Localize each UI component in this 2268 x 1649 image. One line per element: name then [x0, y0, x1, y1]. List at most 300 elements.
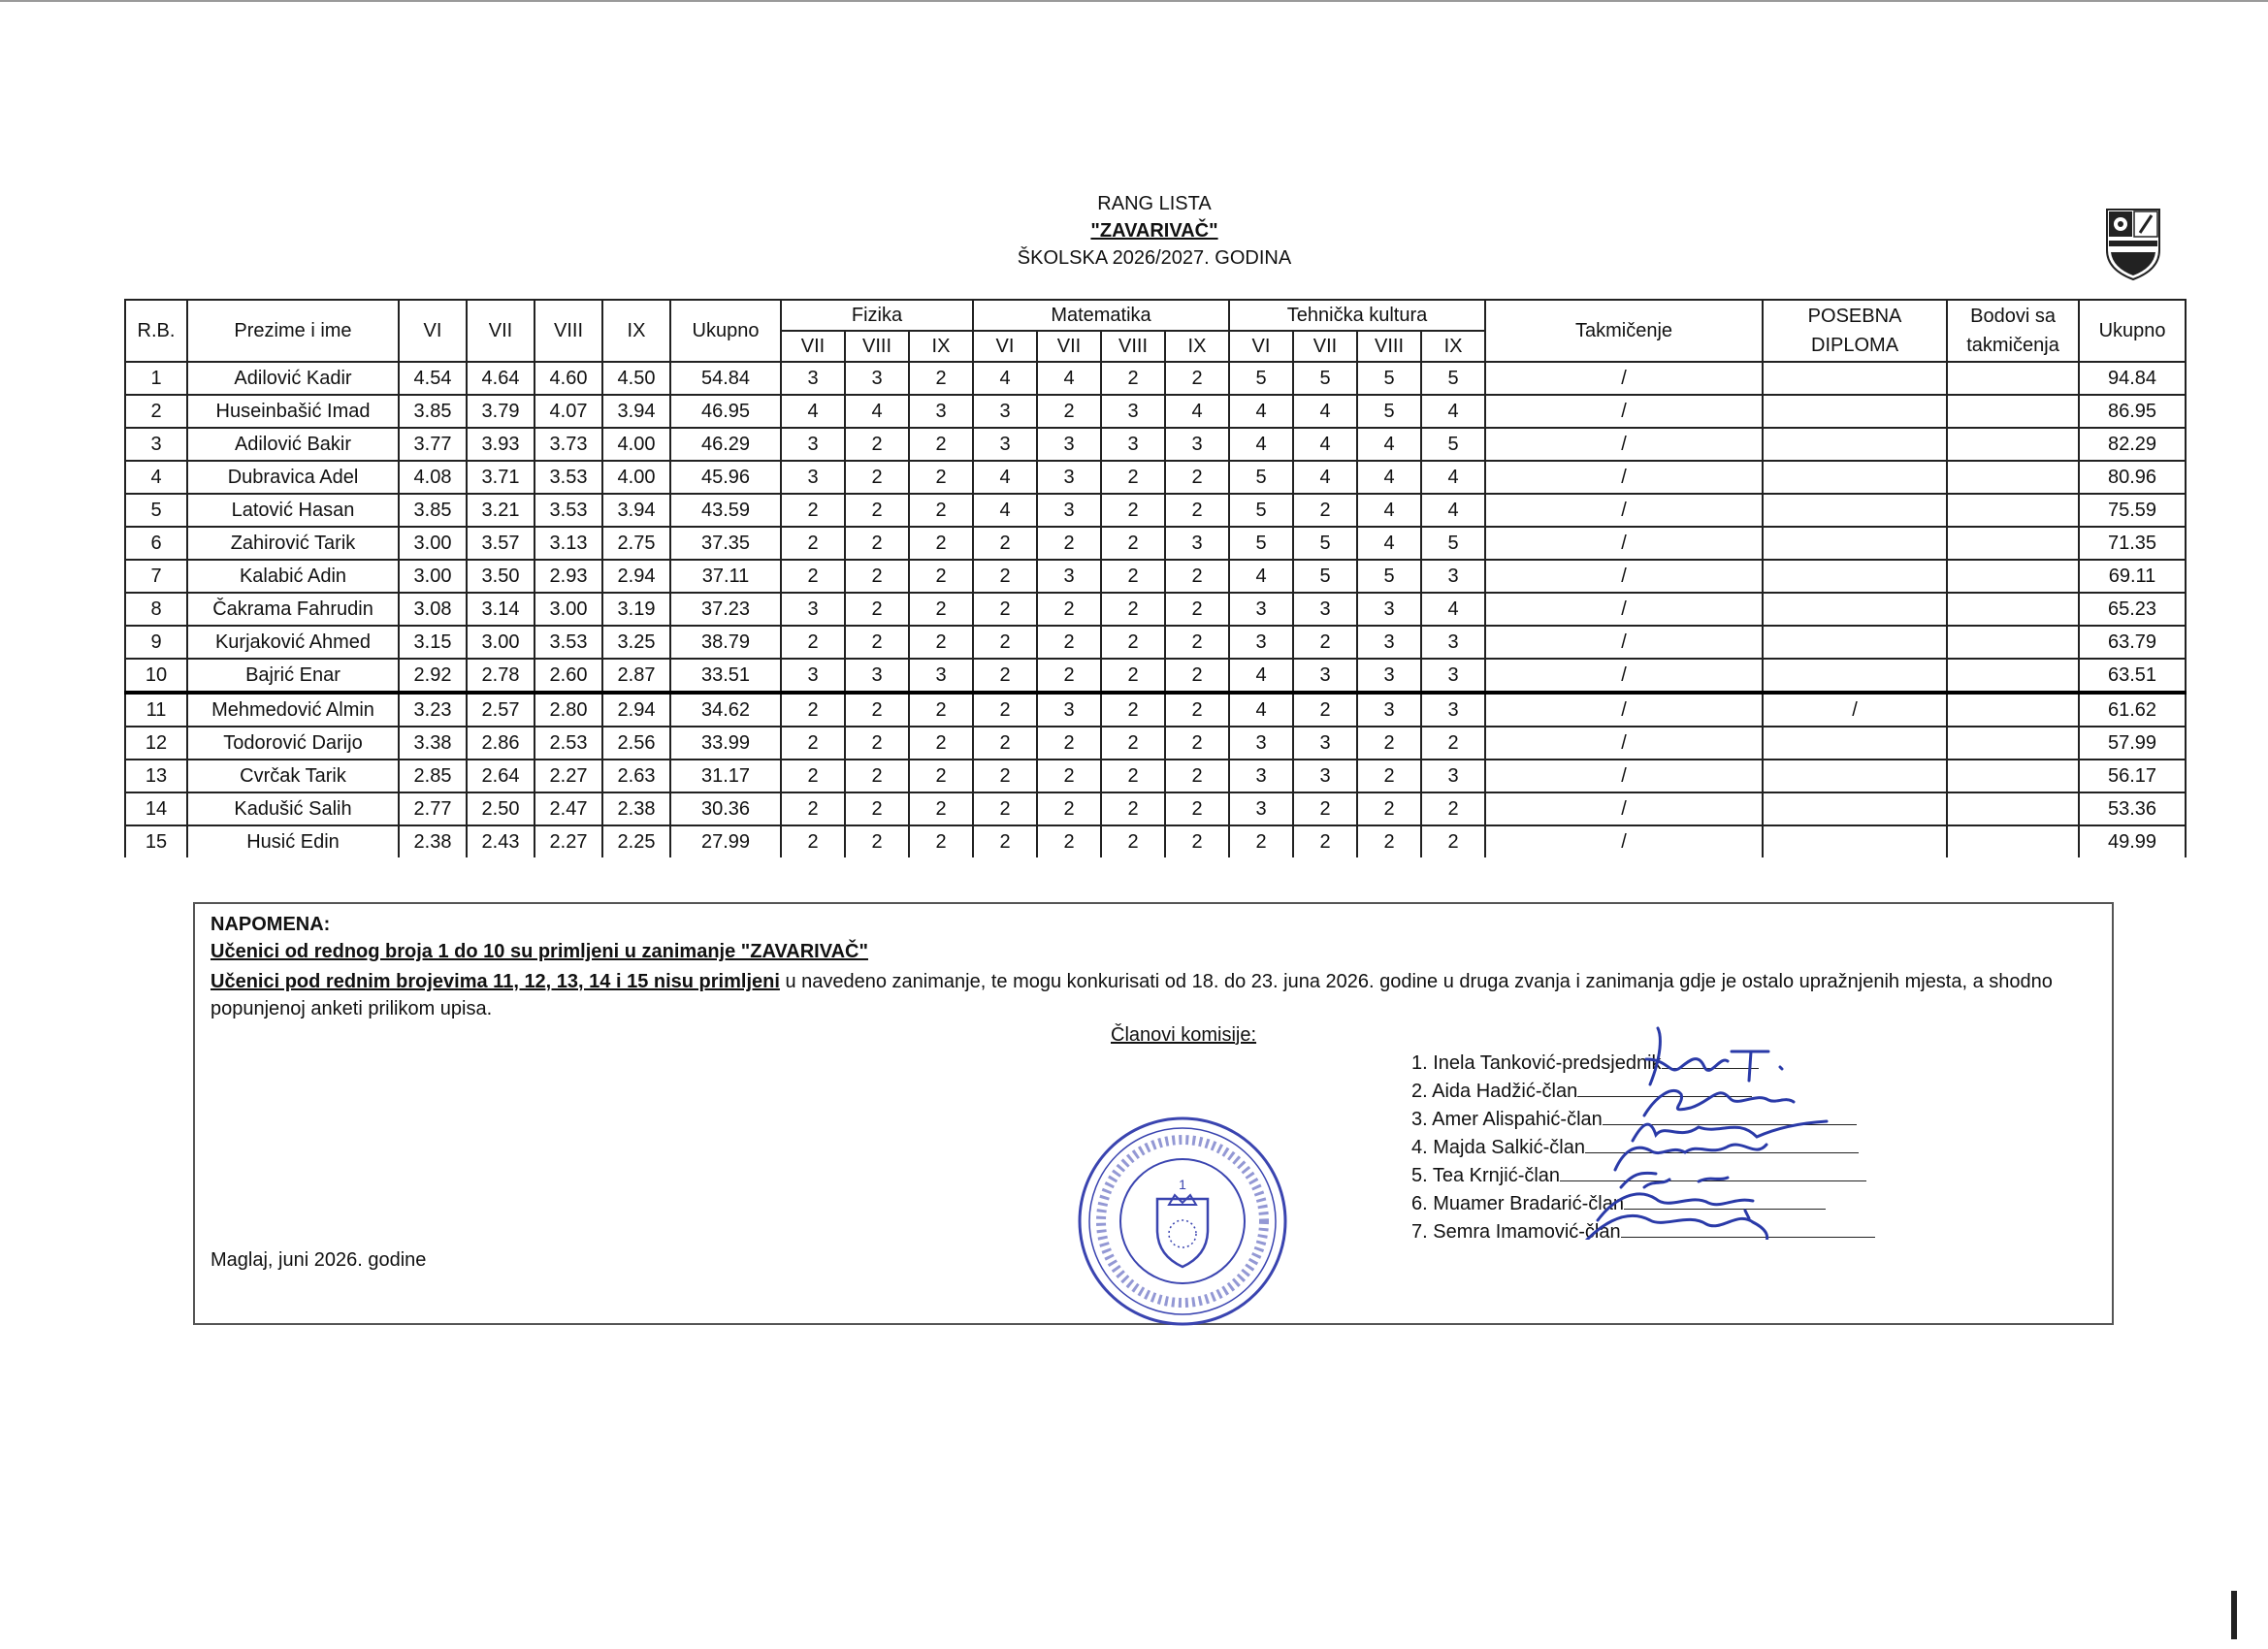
cell-mat-vi: 2 — [973, 560, 1037, 593]
cell-viii: 4.60 — [535, 362, 602, 395]
header-matematika: Matematika — [973, 300, 1229, 331]
cell-mat-vii: 2 — [1037, 792, 1101, 825]
cell-teh-viii: 2 — [1357, 792, 1421, 825]
cell-mat-vi: 4 — [973, 461, 1037, 494]
cell-ukupno: 45.96 — [670, 461, 781, 494]
cell-fiz-viii: 2 — [845, 792, 909, 825]
cell-teh-viii: 3 — [1357, 693, 1421, 727]
cell-mat-viii: 2 — [1101, 593, 1165, 626]
header-tehnicka-vi: VI — [1229, 331, 1293, 362]
table-row — [125, 727, 2186, 760]
cell-ukupno: 37.11 — [670, 560, 781, 593]
cell-fiz-vii: 2 — [781, 494, 845, 527]
page-subtitle: "ZAVARIVAČ" — [1090, 220, 1218, 242]
header-tehnicka-ix: IX — [1421, 331, 1485, 362]
table-row — [125, 760, 2186, 792]
cell-vi: 3.08 — [399, 593, 467, 626]
cell-bodovi — [1947, 461, 2079, 494]
cell-mat-vii: 2 — [1037, 593, 1101, 626]
cell-teh-ix: 4 — [1421, 461, 1485, 494]
cell-teh-vi: 3 — [1229, 727, 1293, 760]
document-heading — [873, 190, 1436, 272]
cell-ukupno: 33.99 — [670, 727, 781, 760]
cell-fiz-ix: 2 — [909, 825, 973, 857]
cell-viii: 3.73 — [535, 428, 602, 461]
cell-rb: 2 — [125, 395, 187, 428]
cell-mat-vi: 2 — [973, 825, 1037, 857]
cell-ukupno: 54.84 — [670, 362, 781, 395]
cell-mat-ix: 2 — [1165, 593, 1229, 626]
table-row — [125, 560, 2186, 593]
cell-mat-viii: 3 — [1101, 428, 1165, 461]
cell-fiz-vii: 2 — [781, 626, 845, 659]
header-matematika-vi: VI — [973, 331, 1037, 362]
note-label: NAPOMENA: — [211, 914, 331, 935]
cell-ukupno-final: 56.17 — [2079, 760, 2186, 792]
cell-takmicenje: / — [1485, 693, 1763, 727]
svg-text:1: 1 — [1179, 1177, 1186, 1192]
cell-ukupno-final: 53.36 — [2079, 792, 2186, 825]
cell-ukupno-final: 65.23 — [2079, 593, 2186, 626]
cell-takmicenje: / — [1485, 494, 1763, 527]
cell-vi: 2.92 — [399, 659, 467, 693]
cell-ix: 4.00 — [602, 461, 670, 494]
cell-mat-ix: 3 — [1165, 527, 1229, 560]
cell-takmicenje: / — [1485, 593, 1763, 626]
cell-vii: 3.71 — [467, 461, 535, 494]
cell-fiz-vii: 2 — [781, 560, 845, 593]
cell-rb: 9 — [125, 626, 187, 659]
cell-rb: 4 — [125, 461, 187, 494]
cell-rb: 15 — [125, 825, 187, 857]
cell-ix: 2.25 — [602, 825, 670, 857]
cell-fiz-viii: 2 — [845, 494, 909, 527]
cell-teh-vi: 5 — [1229, 494, 1293, 527]
cell-vii: 3.79 — [467, 395, 535, 428]
cell-teh-vi: 5 — [1229, 527, 1293, 560]
cell-mat-ix: 2 — [1165, 362, 1229, 395]
cell-teh-viii: 2 — [1357, 825, 1421, 857]
cell-takmicenje: / — [1485, 760, 1763, 792]
cell-vi: 4.08 — [399, 461, 467, 494]
cell-mat-ix: 2 — [1165, 727, 1229, 760]
cell-vii: 4.64 — [467, 362, 535, 395]
cell-fiz-vii: 3 — [781, 428, 845, 461]
cell-vii: 3.21 — [467, 494, 535, 527]
cell-fiz-vii: 3 — [781, 461, 845, 494]
cell-teh-vi: 2 — [1229, 825, 1293, 857]
cell-bodovi — [1947, 693, 2079, 727]
cell-viii: 2.53 — [535, 727, 602, 760]
cell-fiz-vii: 4 — [781, 395, 845, 428]
cell-mat-viii: 3 — [1101, 395, 1165, 428]
cell-posebna-diploma — [1763, 560, 1947, 593]
cell-fiz-ix: 2 — [909, 494, 973, 527]
cell-teh-vii: 2 — [1293, 693, 1357, 727]
cell-ix: 2.38 — [602, 792, 670, 825]
cell-fiz-viii: 2 — [845, 527, 909, 560]
cell-name: Bajrić Enar — [187, 659, 399, 693]
cell-viii: 2.93 — [535, 560, 602, 593]
cell-fiz-ix: 3 — [909, 659, 973, 693]
cell-rb: 12 — [125, 727, 187, 760]
cell-vi: 3.15 — [399, 626, 467, 659]
cell-vii: 2.43 — [467, 825, 535, 857]
header-vi: VI — [399, 300, 467, 362]
cell-ukupno: 33.51 — [670, 659, 781, 693]
header-fizika-vii: VII — [781, 331, 845, 362]
cell-viii: 3.53 — [535, 626, 602, 659]
cell-mat-vi: 3 — [973, 395, 1037, 428]
cell-teh-vii: 3 — [1293, 593, 1357, 626]
cell-mat-viii: 2 — [1101, 760, 1165, 792]
cell-ukupno: 37.35 — [670, 527, 781, 560]
cell-fiz-viii: 2 — [845, 428, 909, 461]
cell-fiz-vii: 2 — [781, 527, 845, 560]
member-6: 6. Muamer Bradarić-član — [1411, 1190, 1875, 1218]
header-fizika: Fizika — [781, 300, 973, 331]
cell-takmicenje: / — [1485, 626, 1763, 659]
cell-mat-vi: 2 — [973, 626, 1037, 659]
cell-ix: 2.63 — [602, 760, 670, 792]
cell-viii: 3.53 — [535, 461, 602, 494]
ranking-table-body — [125, 362, 2186, 857]
cell-mat-vi: 2 — [973, 727, 1037, 760]
cell-vii: 3.00 — [467, 626, 535, 659]
cell-teh-viii: 4 — [1357, 428, 1421, 461]
cell-name: Adilović Bakir — [187, 428, 399, 461]
cell-vii: 2.57 — [467, 693, 535, 727]
note-rejected-bold: Učenici pod rednim brojevima 11, 12, 13, 14 i 15 nisu primljeni — [211, 971, 780, 992]
cell-mat-vi: 4 — [973, 362, 1037, 395]
header-rb: R.B. — [125, 300, 187, 362]
cell-posebna-diploma — [1763, 825, 1947, 857]
cell-teh-viii: 3 — [1357, 593, 1421, 626]
cell-mat-vii: 2 — [1037, 626, 1101, 659]
cell-takmicenje: / — [1485, 825, 1763, 857]
cell-teh-ix: 2 — [1421, 792, 1485, 825]
top-border-line — [0, 0, 2268, 2]
cell-mat-vi: 4 — [973, 494, 1037, 527]
table-row — [125, 461, 2186, 494]
cell-ukupno-final: 82.29 — [2079, 428, 2186, 461]
handwritten-signatures — [1408, 1017, 1931, 1240]
cell-mat-vii: 3 — [1037, 494, 1101, 527]
cell-takmicenje: / — [1485, 461, 1763, 494]
cell-fiz-ix: 2 — [909, 760, 973, 792]
header-ix: IX — [602, 300, 670, 362]
cell-mat-viii: 2 — [1101, 825, 1165, 857]
cell-teh-ix: 3 — [1421, 693, 1485, 727]
cell-ix: 4.50 — [602, 362, 670, 395]
place-date: Maglaj, juni 2026. godine — [211, 1249, 427, 1271]
cell-teh-vii: 3 — [1293, 727, 1357, 760]
cell-ix: 4.00 — [602, 428, 670, 461]
cell-bodovi — [1947, 792, 2079, 825]
cell-ukupno-final: 75.59 — [2079, 494, 2186, 527]
cell-rb: 13 — [125, 760, 187, 792]
header-vii: VII — [467, 300, 535, 362]
cell-teh-viii: 5 — [1357, 362, 1421, 395]
cell-vii: 3.14 — [467, 593, 535, 626]
cell-posebna-diploma — [1763, 593, 1947, 626]
cell-ukupno-final: 57.99 — [2079, 727, 2186, 760]
table-row — [125, 693, 2186, 727]
cell-mat-viii: 2 — [1101, 792, 1165, 825]
cell-vii: 3.93 — [467, 428, 535, 461]
cell-posebna-diploma — [1763, 760, 1947, 792]
cell-mat-viii: 2 — [1101, 527, 1165, 560]
table-row — [125, 792, 2186, 825]
cell-mat-ix: 2 — [1165, 760, 1229, 792]
cell-bodovi — [1947, 825, 2079, 857]
cell-name: Zahirović Tarik — [187, 527, 399, 560]
cell-mat-vii: 3 — [1037, 693, 1101, 727]
cell-name: Husić Edin — [187, 825, 399, 857]
cell-posebna-diploma — [1763, 527, 1947, 560]
cell-fiz-ix: 2 — [909, 792, 973, 825]
cell-ukupno-final: 94.84 — [2079, 362, 2186, 395]
header-viii: VIII — [535, 300, 602, 362]
cell-mat-vii: 4 — [1037, 362, 1101, 395]
header-takmicenje: Takmičenje — [1485, 300, 1763, 362]
cell-teh-ix: 2 — [1421, 825, 1485, 857]
cell-name: Cvrčak Tarik — [187, 760, 399, 792]
cell-ix: 2.75 — [602, 527, 670, 560]
cell-teh-vi: 3 — [1229, 626, 1293, 659]
cell-takmicenje: / — [1485, 792, 1763, 825]
cell-teh-ix: 3 — [1421, 659, 1485, 693]
cell-name: Adilović Kadir — [187, 362, 399, 395]
cell-takmicenje: / — [1485, 428, 1763, 461]
member-3: 3. Amer Alispahić-član — [1411, 1106, 1875, 1134]
cell-ix: 3.94 — [602, 395, 670, 428]
cell-rb: 7 — [125, 560, 187, 593]
cell-viii: 3.53 — [535, 494, 602, 527]
cell-mat-ix: 2 — [1165, 626, 1229, 659]
cell-ukupno: 46.95 — [670, 395, 781, 428]
cell-name: Todorović Darijo — [187, 727, 399, 760]
cell-teh-viii: 3 — [1357, 626, 1421, 659]
cell-teh-vi: 4 — [1229, 395, 1293, 428]
table-row — [125, 395, 2186, 428]
table-row — [125, 626, 2186, 659]
cell-vii: 2.86 — [467, 727, 535, 760]
cell-fiz-vii: 3 — [781, 593, 845, 626]
cell-fiz-viii: 4 — [845, 395, 909, 428]
cell-rb: 8 — [125, 593, 187, 626]
cell-vi: 2.85 — [399, 760, 467, 792]
cell-ix: 2.87 — [602, 659, 670, 693]
cell-takmicenje: / — [1485, 659, 1763, 693]
cell-fiz-vii: 2 — [781, 693, 845, 727]
cell-viii: 3.00 — [535, 593, 602, 626]
page-title: RANG LISTA — [1097, 193, 1212, 214]
cell-ukupno: 27.99 — [670, 825, 781, 857]
table-row — [125, 659, 2186, 693]
cell-fiz-viii: 2 — [845, 560, 909, 593]
cell-vi: 3.85 — [399, 494, 467, 527]
cell-rb: 6 — [125, 527, 187, 560]
cell-teh-vi: 4 — [1229, 428, 1293, 461]
member-1: 1. Inela Tanković-predsjednik — [1411, 1050, 1875, 1078]
table-row — [125, 527, 2186, 560]
cell-mat-ix: 2 — [1165, 560, 1229, 593]
header-matematika-vii: VII — [1037, 331, 1101, 362]
cell-fiz-ix: 2 — [909, 593, 973, 626]
cell-name: Kalabić Adin — [187, 560, 399, 593]
cell-mat-viii: 2 — [1101, 727, 1165, 760]
cell-ukupno-final: 63.51 — [2079, 659, 2186, 693]
cell-teh-vi: 4 — [1229, 659, 1293, 693]
header-name: Prezime i ime — [187, 300, 399, 362]
cell-teh-ix: 3 — [1421, 560, 1485, 593]
table-row — [125, 362, 2186, 395]
cell-vii: 3.50 — [467, 560, 535, 593]
cell-fiz-vii: 2 — [781, 727, 845, 760]
member-5: 5. Tea Krnjić-član — [1411, 1162, 1875, 1190]
cell-fiz-viii: 3 — [845, 659, 909, 693]
cell-name: Kurjaković Ahmed — [187, 626, 399, 659]
table-row — [125, 593, 2186, 626]
cell-bodovi — [1947, 527, 2079, 560]
cell-mat-ix: 2 — [1165, 461, 1229, 494]
note-rejected-rest: u navedeno zanimanje, te mogu konkurisati od 18. do 23. juna 2026. godine u druga zvanja i zanimanja gdje je ostalo upražnjenih mjesta, a shodno popunjenoj anketi prilikom upisa. — [211, 971, 2053, 1019]
ranking-table — [124, 299, 2187, 857]
official-stamp — [1068, 1110, 1297, 1333]
note-rejected-line — [211, 968, 2054, 1022]
cell-vii: 3.57 — [467, 527, 535, 560]
cell-teh-viii: 2 — [1357, 727, 1421, 760]
cell-fiz-viii: 2 — [845, 727, 909, 760]
cell-ix: 3.25 — [602, 626, 670, 659]
cell-name: Kadušić Salih — [187, 792, 399, 825]
cell-mat-vii: 3 — [1037, 461, 1101, 494]
cell-teh-viii: 4 — [1357, 494, 1421, 527]
note-accepted-line: Učenici od rednog broja 1 do 10 su primljeni u zanimanje "ZAVARIVAČ" — [211, 941, 868, 962]
cell-teh-vii: 4 — [1293, 461, 1357, 494]
cell-posebna-diploma — [1763, 626, 1947, 659]
cell-viii: 3.13 — [535, 527, 602, 560]
cell-vii: 2.64 — [467, 760, 535, 792]
cell-mat-vi: 2 — [973, 593, 1037, 626]
cell-teh-vi: 5 — [1229, 461, 1293, 494]
cell-takmicenje: / — [1485, 527, 1763, 560]
cell-viii: 2.27 — [535, 825, 602, 857]
cell-fiz-ix: 2 — [909, 727, 973, 760]
header-fizika-viii: VIII — [845, 331, 909, 362]
cell-posebna-diploma — [1763, 395, 1947, 428]
cell-ukupno-final: 61.62 — [2079, 693, 2186, 727]
cell-rb: 11 — [125, 693, 187, 727]
cell-ukupno-final: 86.95 — [2079, 395, 2186, 428]
cell-fiz-ix: 2 — [909, 527, 973, 560]
cell-mat-vi: 2 — [973, 792, 1037, 825]
cell-bodovi — [1947, 593, 2079, 626]
cell-bodovi — [1947, 395, 2079, 428]
cell-mat-ix: 2 — [1165, 825, 1229, 857]
cell-viii: 2.47 — [535, 792, 602, 825]
header-tehnicka-viii: VIII — [1357, 331, 1421, 362]
cell-teh-ix: 4 — [1421, 494, 1485, 527]
table-row — [125, 428, 2186, 461]
cell-teh-vi: 4 — [1229, 693, 1293, 727]
cell-vi: 4.54 — [399, 362, 467, 395]
cell-teh-ix: 3 — [1421, 760, 1485, 792]
cell-rb: 10 — [125, 659, 187, 693]
cell-ukupno-final: 71.35 — [2079, 527, 2186, 560]
cell-bodovi — [1947, 626, 2079, 659]
cell-mat-ix: 2 — [1165, 693, 1229, 727]
cell-vii: 2.78 — [467, 659, 535, 693]
cell-fiz-viii: 2 — [845, 760, 909, 792]
cell-teh-viii: 2 — [1357, 760, 1421, 792]
note-box — [193, 902, 2114, 1325]
header-tehnicka-kultura: Tehnička kultura — [1229, 300, 1485, 331]
cell-name: Mehmedović Almin — [187, 693, 399, 727]
cell-fiz-ix: 2 — [909, 560, 973, 593]
cell-bodovi — [1947, 659, 2079, 693]
cell-takmicenje: / — [1485, 560, 1763, 593]
cell-mat-ix: 3 — [1165, 428, 1229, 461]
cell-mat-ix: 4 — [1165, 395, 1229, 428]
cell-viii: 2.27 — [535, 760, 602, 792]
cell-ukupno-final: 63.79 — [2079, 626, 2186, 659]
cell-posebna-diploma — [1763, 461, 1947, 494]
cell-teh-vii: 3 — [1293, 760, 1357, 792]
cell-mat-vii: 3 — [1037, 428, 1101, 461]
cell-posebna-diploma — [1763, 792, 1947, 825]
cell-ukupno: 43.59 — [670, 494, 781, 527]
cell-teh-vi: 3 — [1229, 593, 1293, 626]
cell-ukupno: 31.17 — [670, 760, 781, 792]
cell-mat-ix: 2 — [1165, 494, 1229, 527]
cell-posebna-diploma — [1763, 362, 1947, 395]
cell-fiz-viii: 2 — [845, 626, 909, 659]
cell-mat-vii: 2 — [1037, 727, 1101, 760]
cell-mat-vi: 3 — [973, 428, 1037, 461]
cell-bodovi — [1947, 428, 2079, 461]
header-posebna-diploma: POSEBNA DIPLOMA — [1763, 300, 1947, 362]
cell-teh-vii: 2 — [1293, 494, 1357, 527]
cell-fiz-ix: 2 — [909, 461, 973, 494]
header-ukupno-final: Ukupno — [2079, 300, 2186, 362]
cell-ukupno-final: 80.96 — [2079, 461, 2186, 494]
cell-mat-vii: 2 — [1037, 395, 1101, 428]
cell-teh-ix: 5 — [1421, 428, 1485, 461]
cell-mat-viii: 2 — [1101, 626, 1165, 659]
cell-mat-viii: 2 — [1101, 362, 1165, 395]
cell-ukupno: 30.36 — [670, 792, 781, 825]
cell-teh-viii: 4 — [1357, 461, 1421, 494]
cell-fiz-vii: 2 — [781, 825, 845, 857]
cell-ix: 2.94 — [602, 560, 670, 593]
cell-mat-ix: 2 — [1165, 659, 1229, 693]
cell-teh-vii: 4 — [1293, 428, 1357, 461]
cell-name: Huseinbašić Imad — [187, 395, 399, 428]
cell-bodovi — [1947, 494, 2079, 527]
header-matematika-ix: IX — [1165, 331, 1229, 362]
cell-fiz-viii: 2 — [845, 825, 909, 857]
cell-ukupno: 46.29 — [670, 428, 781, 461]
cell-mat-vi: 2 — [973, 760, 1037, 792]
cell-bodovi — [1947, 727, 2079, 760]
cell-teh-viii: 5 — [1357, 395, 1421, 428]
cell-ix: 2.94 — [602, 693, 670, 727]
cell-mat-viii: 2 — [1101, 494, 1165, 527]
cell-bodovi — [1947, 362, 2079, 395]
cell-fiz-ix: 2 — [909, 362, 973, 395]
